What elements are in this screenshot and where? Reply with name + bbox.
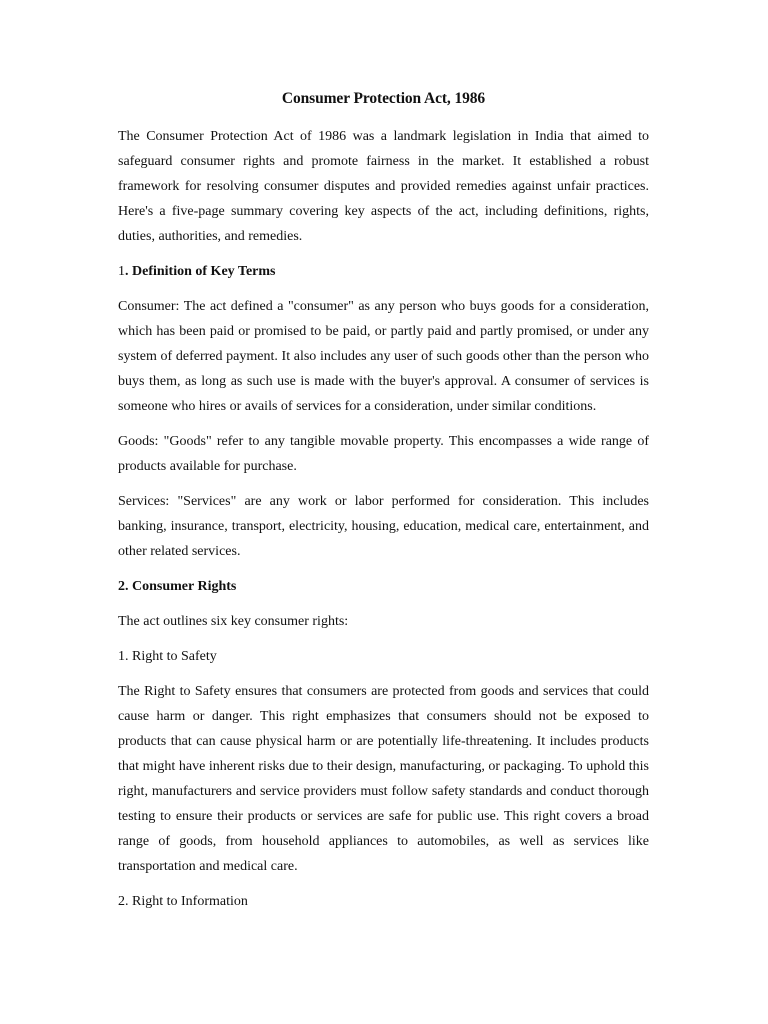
right-to-safety-paragraph: The Right to Safety ensures that consumers are protected from goods and services that could cause harm or danger. This right emphasizes that consumers should not be exposed to products that can cause physical harm or are potentially life-threatening. It includes products that might have inherent risks due to their design, manufacturing, or packaging. To uphold this right, manufacturers and service providers must follow safety standards and conduct thorough testing to ensure their products or services are safe for public use. This right covers a broad range of goods, from household appliances to automobiles, as well as services like transportation and medical care. xyxy=(118,684,649,874)
goods-definition-paragraph: Goods: "Goods" refer to any tangible movable property. This encompasses a wide range of products available for purchase. xyxy=(118,434,649,474)
right-to-information-heading: 2. Right to Information xyxy=(118,894,248,909)
document-title: Consumer Protection Act, 1986 xyxy=(281,90,486,107)
document-body xyxy=(118,88,649,924)
section-1-heading-text: . Definition of Key Terms xyxy=(125,264,276,279)
right-to-safety-heading: 1. Right to Safety xyxy=(118,649,217,664)
section-1-number: 1 xyxy=(118,264,125,279)
consumer-definition-paragraph: Consumer: The act defined a "consumer" as any person who buys goods for a consideration, which has been paid or promised to be paid, or partly paid and partly promised, or under any system of deferred payment. It also includes any user of such goods other than the person who buys them, as long as such use is made with the buyer's approval. A consumer of services is someone who hires or avails of services for a consideration, under similar conditions. xyxy=(118,299,649,414)
section-2-heading: 2. Consumer Rights xyxy=(118,579,237,594)
services-definition-paragraph: Services: "Services" are any work or labor performed for consideration. This includes banking, insurance, transport, electricity, housing, education, medical care, entertainment, and other related services. xyxy=(118,494,649,559)
section-1-heading xyxy=(118,259,649,284)
rights-lead-paragraph: The act outlines six key consumer rights: xyxy=(118,614,349,629)
intro-paragraph: The Consumer Protection Act of 1986 was a landmark legislation in India that aimed to safeguard consumer rights and promote fairness in the market. It established a robust framework for resolving consumer disputes and provided remedies against unfair practices. Here's a five-page summary covering key aspects of the act, including definitions, rights, duties, authorities, and remedies. xyxy=(118,129,649,244)
